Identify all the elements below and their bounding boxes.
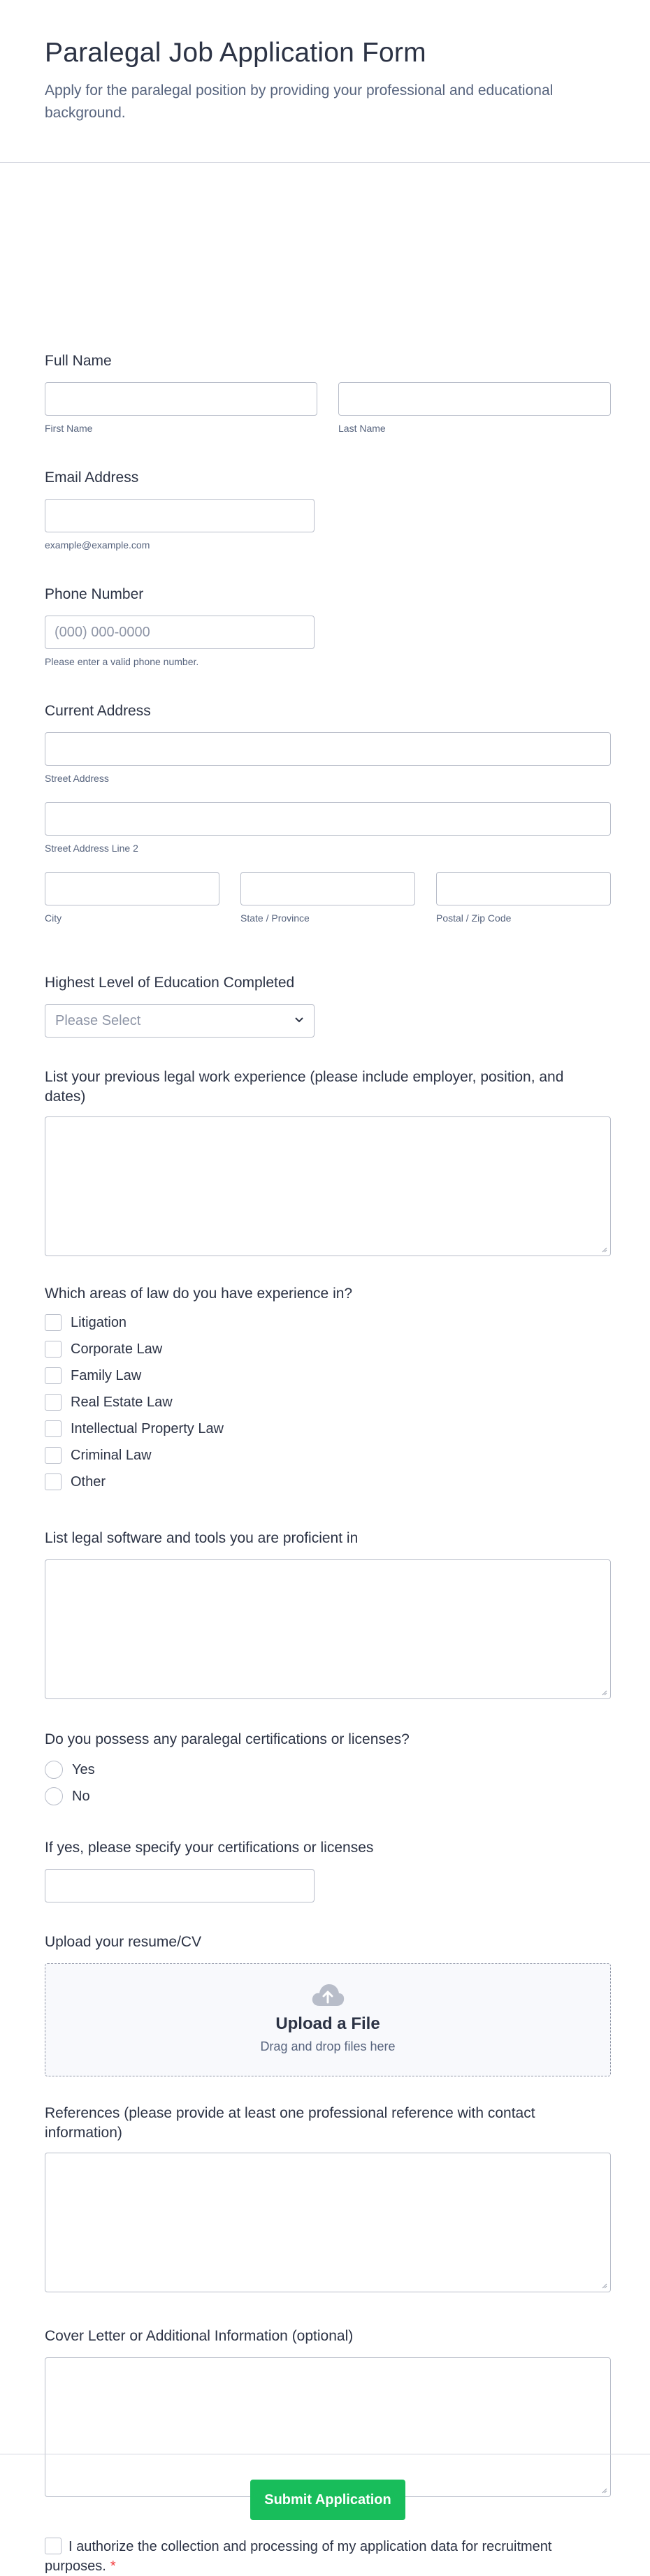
option-label: Intellectual Property Law xyxy=(71,1420,224,1436)
zip-sublabel: Postal / Zip Code xyxy=(436,912,512,924)
references-label: References (please provide at least one professional reference with contact information) xyxy=(45,2105,535,2141)
education-label: Highest Level of Education Completed xyxy=(45,975,295,991)
resize-grip-icon[interactable] xyxy=(600,1689,607,1696)
file-upload-dropzone[interactable] xyxy=(45,1963,611,2076)
zip-input[interactable] xyxy=(436,872,611,905)
checkbox[interactable] xyxy=(45,1314,62,1331)
street-address-line2-input[interactable] xyxy=(45,802,611,836)
option-other[interactable] xyxy=(45,1469,352,1495)
phone-input[interactable] xyxy=(45,616,315,649)
option-no[interactable] xyxy=(45,1783,410,1810)
software-textarea[interactable] xyxy=(45,1559,611,1699)
option-label: Real Estate Law xyxy=(71,1394,173,1410)
option-corporate-law[interactable] xyxy=(45,1336,352,1362)
submit-button[interactable]: Submit Application xyxy=(250,2480,405,2520)
radio-button[interactable] xyxy=(45,1761,63,1779)
phone-field xyxy=(45,585,315,667)
phone-label: Phone Number xyxy=(45,586,144,602)
last-name-sublabel: Last Name xyxy=(338,423,386,434)
option-label: No xyxy=(72,1788,90,1804)
street-address-input[interactable] xyxy=(45,732,611,766)
state-sublabel: State / Province xyxy=(240,912,310,924)
option-label: Criminal Law xyxy=(71,1447,152,1463)
cover-letter-label: Cover Letter or Additional Information (optional) xyxy=(45,2328,354,2344)
email-label: Email Address xyxy=(45,470,139,486)
checkbox[interactable] xyxy=(45,1447,62,1464)
state-input[interactable] xyxy=(240,872,415,905)
form-header xyxy=(0,0,650,163)
last-name-input[interactable] xyxy=(338,382,611,416)
checkbox[interactable] xyxy=(45,1420,62,1437)
phone-placeholder: (000) 000-0000 xyxy=(55,625,150,640)
references-textarea[interactable] xyxy=(45,2153,611,2292)
required-asterisk: * xyxy=(110,2559,116,2574)
resize-grip-icon[interactable] xyxy=(600,1246,607,1253)
education-selected-value: Please Select xyxy=(55,1013,141,1028)
checkbox[interactable] xyxy=(45,1341,62,1358)
option-label: Other xyxy=(71,1473,106,1490)
option-intellectual-property-law[interactable] xyxy=(45,1416,352,1442)
checkbox[interactable] xyxy=(45,1394,62,1411)
phone-sublabel: Please enter a valid phone number. xyxy=(45,656,199,667)
resume-upload-field xyxy=(45,1933,611,2076)
city-input[interactable] xyxy=(45,872,219,905)
option-label: Family Law xyxy=(71,1367,142,1383)
radio-button[interactable] xyxy=(45,1787,63,1805)
checkbox[interactable] xyxy=(45,1367,62,1384)
address-label: Current Address xyxy=(45,703,151,719)
upload-title: Upload a File xyxy=(275,2014,380,2033)
option-family-law[interactable] xyxy=(45,1362,352,1389)
option-litigation[interactable] xyxy=(45,1309,352,1336)
form-title: Paralegal Job Application Form xyxy=(45,38,426,68)
option-label: Corporate Law xyxy=(71,1341,163,1357)
email-field xyxy=(45,468,315,551)
resize-grip-icon[interactable] xyxy=(600,2282,607,2289)
full-name-label: Full Name xyxy=(45,353,112,369)
street-address-sublabel: Street Address xyxy=(45,773,109,784)
areas-of-law-options xyxy=(45,1309,352,1495)
form-subtitle: Apply for the paralegal position by providing your professional and educational background. xyxy=(45,82,554,121)
areas-of-law-field xyxy=(45,1284,352,1495)
first-name-input[interactable] xyxy=(45,382,317,416)
certifications-specify-label: If yes, please specify your certifications or licenses xyxy=(45,1840,374,1856)
upload-subtitle: Drag and drop files here xyxy=(260,2039,396,2053)
first-name-sublabel: First Name xyxy=(45,423,93,434)
full-name-field xyxy=(45,351,611,434)
option-real-estate-law[interactable] xyxy=(45,1389,352,1416)
form-footer xyxy=(0,2454,650,2562)
option-criminal-law[interactable] xyxy=(45,1442,352,1469)
certifications-specify-field xyxy=(45,1838,373,1902)
education-select[interactable] xyxy=(45,1004,315,1038)
certifications-label: Do you possess any paralegal certifications or licenses? xyxy=(45,1731,410,1747)
software-label: List legal software and tools you are proficient in xyxy=(45,1530,359,1546)
checkbox[interactable] xyxy=(45,1473,62,1490)
references-field xyxy=(45,2104,611,2292)
city-sublabel: City xyxy=(45,912,62,924)
experience-field xyxy=(45,1068,611,1256)
education-field xyxy=(45,973,315,1038)
areas-of-law-label: Which areas of law do you have experience in? xyxy=(45,1286,353,1302)
certifications-specify-input[interactable] xyxy=(45,1869,315,1902)
option-label: Litigation xyxy=(71,1314,127,1330)
chevron-down-icon xyxy=(294,1017,304,1024)
street-address-line2-sublabel: Street Address Line 2 xyxy=(45,843,138,854)
certifications-field xyxy=(45,1730,410,1810)
option-yes[interactable] xyxy=(45,1756,410,1783)
experience-label: List your previous legal work experience (please include employer, position, and dates) xyxy=(45,1069,564,1105)
email-input[interactable] xyxy=(45,499,315,532)
cloud-upload-icon xyxy=(310,1982,345,2007)
email-sublabel: example@example.com xyxy=(45,539,150,551)
option-label: Yes xyxy=(72,1761,95,1777)
resume-label: Upload your resume/CV xyxy=(45,1934,202,1950)
address-field xyxy=(45,701,611,924)
software-field xyxy=(45,1529,611,1699)
experience-textarea[interactable] xyxy=(45,1116,611,1256)
consent-label: I authorize the collection and processing of my application data for recruitment purposes. xyxy=(45,2539,552,2574)
